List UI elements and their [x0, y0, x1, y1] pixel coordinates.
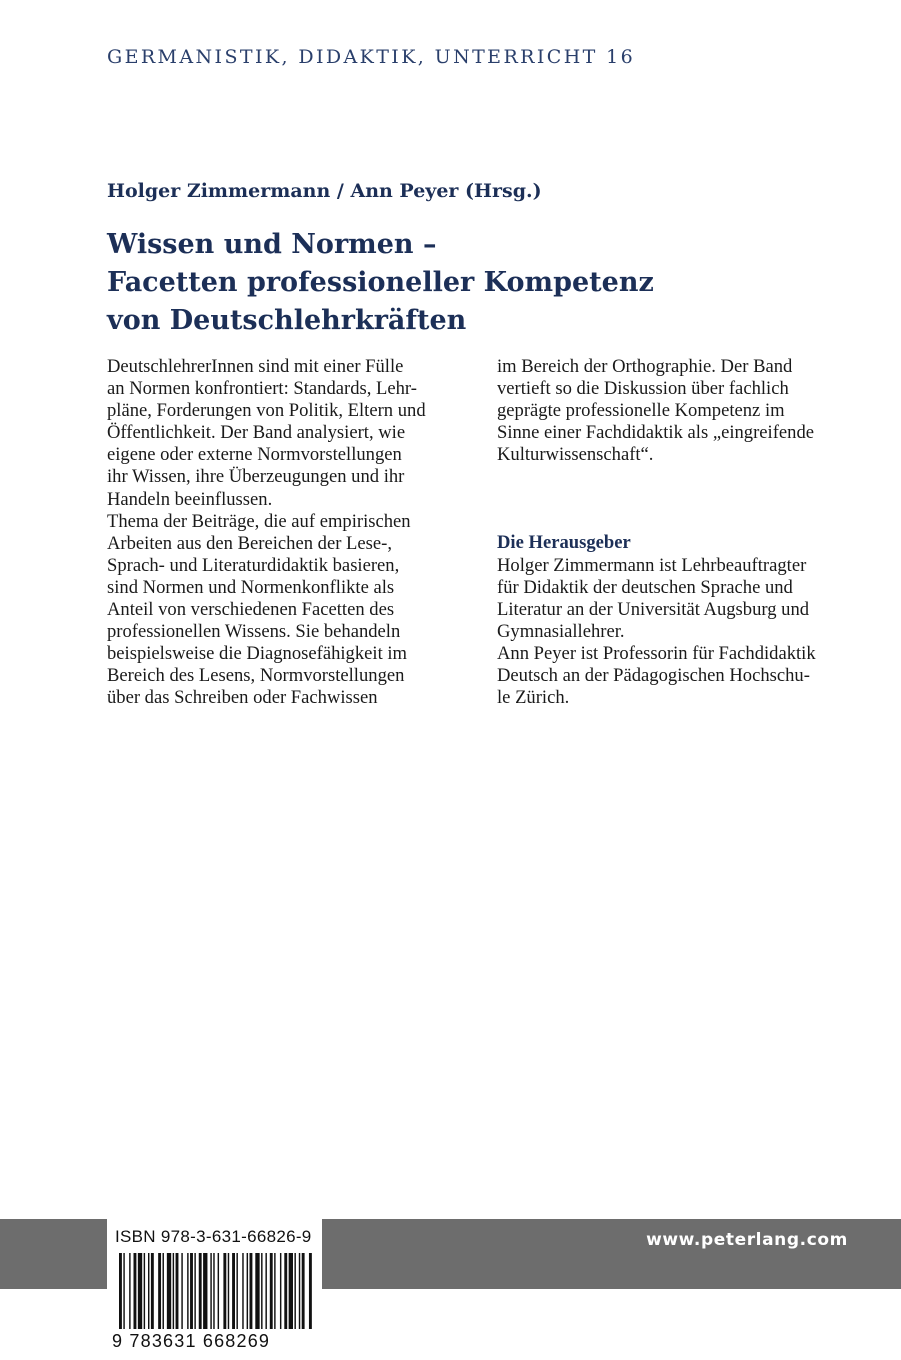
text-line: Anteil von verschiedenen Facetten des: [107, 599, 395, 621]
barcode-bar: [218, 1253, 219, 1329]
barcode-bar: [250, 1253, 253, 1329]
barcode-bar: [274, 1253, 275, 1329]
barcode-bar: [232, 1253, 235, 1329]
editors-line: Holger Zimmermann / Ann Peyer (Hrsg.): [107, 180, 542, 202]
barcode-bar: [199, 1253, 202, 1329]
editors-about-heading: Die Herausgeber: [497, 532, 631, 554]
text-line: Thema der Beiträge, die auf empirischen: [107, 510, 411, 532]
text-line: im Bereich der Orthographie. Der Band: [497, 356, 793, 377]
barcode-bar: [144, 1253, 145, 1329]
barcode-bar: [176, 1253, 179, 1329]
text-line: an Normen konfrontiert: Standards, Lehr-: [107, 378, 417, 400]
publisher-url[interactable]: www.peterlang.com: [646, 1230, 848, 1250]
barcode-digits: 9 783631 668269: [112, 1331, 271, 1351]
text-line: Arbeiten aus den Bereichen der Lese-,: [107, 532, 392, 554]
barcode-bar: [210, 1253, 211, 1329]
barcode-bar: [158, 1253, 161, 1329]
text-line: ihr Wissen, ihre Überzeugungen und ihr: [107, 466, 405, 488]
barcode-bar: [247, 1253, 248, 1329]
barcode: [117, 1253, 317, 1329]
barcode-bar: [151, 1253, 154, 1329]
barcode-bar: [123, 1253, 124, 1329]
barcode-bar: [134, 1253, 137, 1329]
text-line: Handeln beeinflussen.: [107, 488, 273, 510]
text-line: professionellen Wissens. Sie behandeln: [107, 621, 401, 643]
title-line: von Deutschlehrkräften: [107, 305, 467, 336]
text-line: Deutsch an der Pädagogischen Hochschu-: [497, 665, 810, 687]
text-line: sind Normen und Normenkonflikte als: [107, 576, 395, 598]
barcode-bar: [255, 1253, 259, 1329]
text-line: beispielsweise die Diagnosefähigkeit im: [107, 643, 408, 665]
barcode-bar: [280, 1253, 281, 1329]
text-line: Kulturwissenschaft“.: [497, 444, 654, 466]
barcode-bar: [228, 1253, 229, 1329]
blurb-left-column: [107, 356, 477, 710]
barcode-bar: [294, 1253, 295, 1329]
title-line: Wissen und Normen –: [107, 229, 437, 260]
barcode-bar: [270, 1253, 273, 1329]
text-line: Ann Peyer ist Professorin für Fachdidaktik: [497, 642, 816, 664]
barcode-bar: [309, 1253, 312, 1329]
barcode-bar: [284, 1253, 287, 1329]
barcode-bar: [242, 1253, 243, 1329]
barcode-bar: [187, 1253, 188, 1329]
book-title: [107, 226, 654, 340]
barcode-bar: [173, 1253, 174, 1329]
barcode-bar: [167, 1253, 171, 1329]
barcode-bar: [265, 1253, 266, 1329]
barcode-bar: [163, 1253, 164, 1329]
barcode-bar: [129, 1253, 130, 1329]
barcode-bar: [261, 1253, 262, 1329]
text-line: Literatur an der Universität Augsburg und: [497, 598, 810, 620]
text-line: eigene oder externe Normvorstellungen: [107, 444, 402, 466]
isbn-label: ISBN 978-3-631-66826-9: [115, 1227, 312, 1246]
barcode-bar: [302, 1253, 305, 1329]
text-line: Öffentlichkeit. Der Band analysiert, wie: [107, 422, 406, 444]
barcode-bar: [223, 1253, 226, 1329]
barcode-bar: [213, 1253, 214, 1329]
barcode-bar: [289, 1253, 293, 1329]
barcode-bar: [236, 1253, 237, 1329]
text-line: pläne, Forderungen von Politik, Eltern und: [107, 400, 426, 422]
text-line: Gymnasiallehrer.: [497, 620, 625, 642]
text-line: Sinne einer Fachdidaktik als „eingreifende: [497, 422, 815, 444]
barcode-bar: [203, 1253, 207, 1329]
barcode-bar: [194, 1253, 195, 1329]
text-line: Holger Zimmermann ist Lehrbeauftragter: [497, 554, 807, 576]
barcode-bar: [190, 1253, 193, 1329]
barcode-bar: [119, 1253, 122, 1329]
text-line: über das Schreiben oder Fachwissen: [107, 687, 378, 709]
text-line: le Zürich.: [497, 687, 570, 709]
text-line: DeutschlehrerInnen sind mit einer Fülle: [107, 356, 404, 377]
text-line: vertieft so die Diskussion über fachlich: [497, 378, 789, 400]
text-line: Sprach- und Literaturdidaktik basieren,: [107, 554, 400, 576]
text-line: geprägte professionelle Kompetenz im: [497, 400, 785, 422]
barcode-bar: [148, 1253, 149, 1329]
barcode-bar: [299, 1253, 300, 1329]
series-title: GERMANISTIK, DIDAKTIK, UNTERRICHT 16: [107, 46, 636, 68]
text-line: Bereich des Lesens, Normvorstellungen: [107, 665, 405, 687]
title-line: Facetten professioneller Kompetenz: [107, 267, 654, 298]
barcode-bar: [138, 1253, 142, 1329]
blurb-right-column: [497, 356, 857, 709]
barcode-bar: [181, 1253, 182, 1329]
text-line: für Didaktik der deutschen Sprache und: [497, 576, 793, 598]
